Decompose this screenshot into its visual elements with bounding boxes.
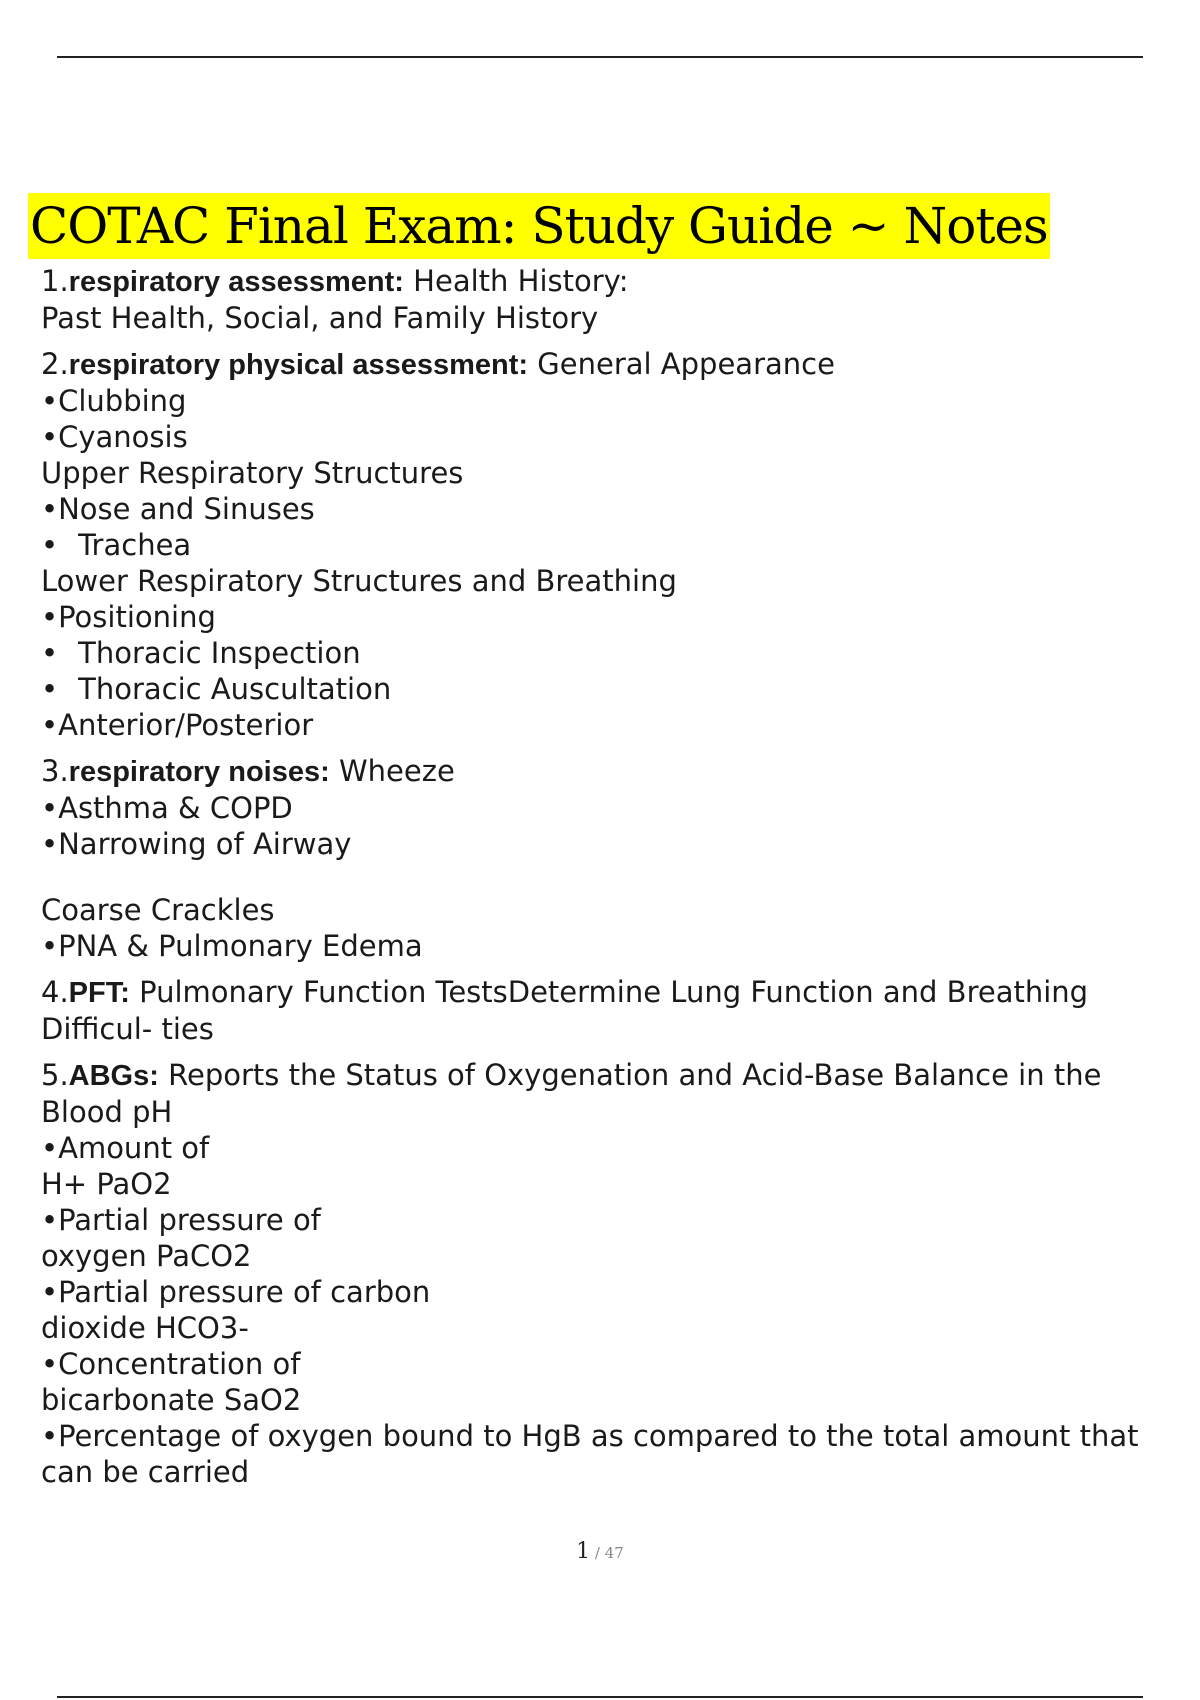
entry-3	[41, 753, 1171, 964]
blank-line	[41, 862, 1171, 892]
entry-line: Trachea	[78, 528, 192, 562]
title-highlight	[28, 193, 1050, 259]
entry-line: •Amount of	[41, 1131, 210, 1165]
entry-line: Thoracic Auscultation	[78, 672, 392, 706]
entry-4	[41, 974, 1171, 1047]
entry-definition: General Appearance	[528, 347, 835, 381]
entry-line-spaced	[41, 671, 1171, 707]
entry-definition: Reports the Status of Oxygenation and Acid-Base Balance in the Blood pH	[41, 1058, 1102, 1129]
entry-line: Lower Respiratory Structures and Breathing	[41, 564, 677, 598]
bullet: •	[41, 636, 59, 670]
entry-term: respiratory physical assessment:	[68, 349, 529, 381]
entry-term: respiratory assessment:	[68, 266, 404, 298]
entry-term: PFT:	[68, 977, 130, 1009]
entry-number: 2.	[41, 347, 69, 381]
entry-line: •Clubbing	[41, 384, 187, 418]
entry-line: •Cyanosis	[41, 420, 188, 454]
top-rule	[57, 56, 1143, 58]
entry-line: Upper Respiratory Structures	[41, 456, 464, 490]
entry-line: •Percentage of oxygen bound to HgB as compared to the total amount that can be carried	[41, 1419, 1139, 1489]
page-title: COTAC Final Exam: Study Guide ~ Notes	[30, 197, 1048, 255]
entry-line: •Narrowing of Airway	[41, 827, 352, 861]
entry-line: •Partial pressure of carbon	[41, 1275, 431, 1309]
entry-line: oxygen PaCO2	[41, 1239, 252, 1273]
entry-line: •Positioning	[41, 600, 216, 634]
entry-number: 4.	[41, 975, 69, 1009]
entry-term: respiratory noises:	[68, 756, 330, 788]
entry-number: 1.	[41, 264, 69, 298]
entry-5	[41, 1057, 1171, 1490]
entry-line: •Partial pressure of	[41, 1203, 321, 1237]
entry-line: bicarbonate SaO2	[41, 1383, 302, 1417]
bullet: •	[41, 528, 59, 562]
entry-line: Past Health, Social, and Family History	[41, 301, 599, 335]
entry-line: Thoracic Inspection	[78, 636, 361, 670]
entry-term: ABGs:	[68, 1060, 159, 1092]
page-current: 1	[576, 1539, 591, 1564]
notes-body	[41, 263, 1171, 1490]
entry-line-spaced	[41, 635, 1171, 671]
entry-definition: Pulmonary Function TestsDetermine Lung Function and Breathing Difficul- ties	[41, 975, 1089, 1046]
entry-line-spaced	[41, 527, 1171, 563]
entry-line: •PNA & Pulmonary Edema	[41, 929, 423, 963]
entry-line: •Anterior/Posterior	[41, 708, 314, 742]
entry-number: 5.	[41, 1058, 69, 1092]
entry-line: •Nose and Sinuses	[41, 492, 315, 526]
entry-number: 3.	[41, 754, 69, 788]
page-indicator	[0, 1539, 1200, 1564]
entry-line: •Asthma & COPD	[41, 791, 293, 825]
entry-line: •Concentration of	[41, 1347, 301, 1381]
entry-definition: Wheeze	[329, 754, 455, 788]
entry-line: H+ PaO2	[41, 1167, 172, 1201]
page-total: / 47	[590, 1544, 624, 1562]
bullet: •	[41, 672, 59, 706]
entry-line: dioxide HCO3-	[41, 1311, 249, 1345]
entry-2	[41, 346, 1171, 743]
bottom-rule	[57, 1696, 1143, 1698]
entry-line: Coarse Crackles	[41, 893, 275, 927]
entry-definition: Health History:	[403, 264, 629, 298]
entry-1	[41, 263, 1171, 336]
